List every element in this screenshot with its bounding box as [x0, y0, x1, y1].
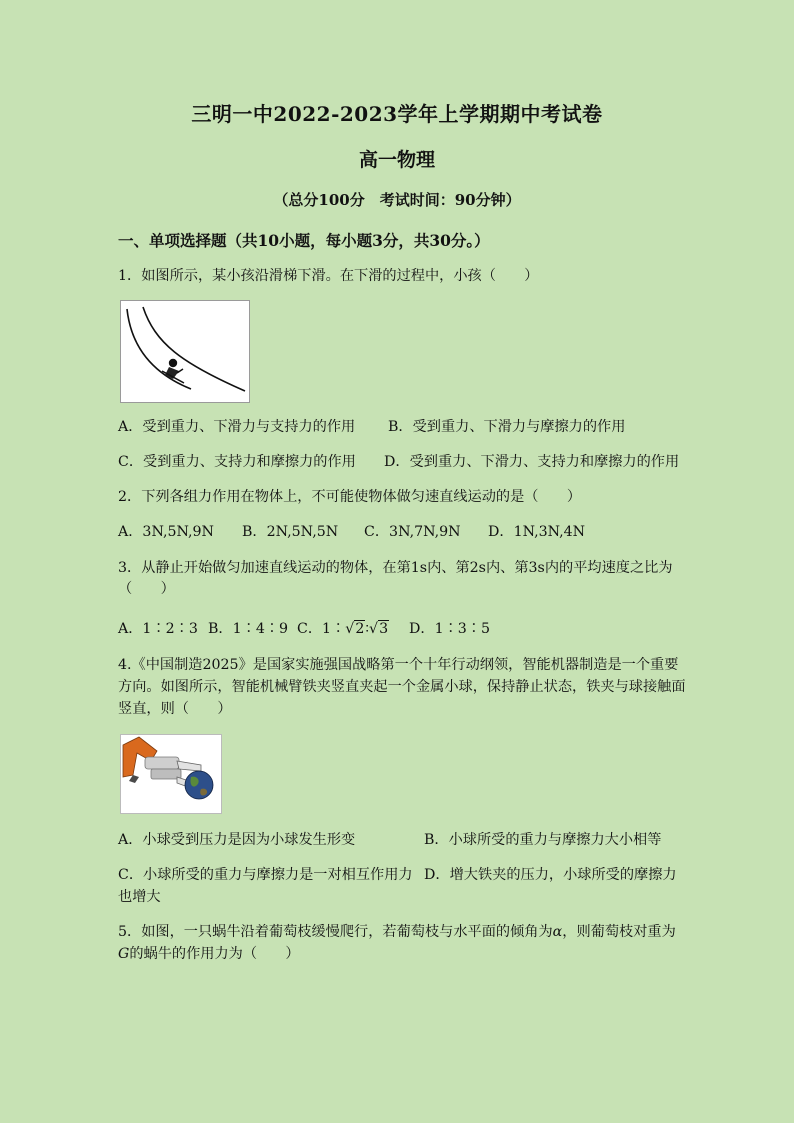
q2-option-b: B．2N,5N,5N [242, 524, 339, 540]
q4-option-d-line2: 也增大 [118, 889, 161, 905]
q1-option-b: B．受到重力、下滑力与摩擦力的作用 [388, 419, 626, 435]
q3-option-b: B．1∶4∶9 [208, 621, 289, 637]
q5-stem-line1-part1: 5．如图，一只蜗牛沿着葡萄枝缓慢爬行，若葡萄枝与水平面的倾角为 [118, 924, 553, 940]
q3-option-c [297, 618, 389, 640]
q5-stem-line2 [118, 943, 300, 965]
q3-option-c-radicand-1: 2 [355, 621, 365, 637]
q3-stem-line2: （ ） [118, 581, 175, 597]
q3-option-a: A．1∶2∶3 [118, 621, 198, 637]
robot-arm-figure [120, 734, 222, 814]
q1-option-c: C．受到重力、支持力和摩擦力的作用 [118, 454, 356, 470]
sqrt-symbol: √2 [345, 621, 365, 637]
exam-title: 三明一中2022-2023学年上学期期中考试卷 [191, 102, 603, 126]
sqrt-symbol: √3 [369, 621, 389, 637]
q3-option-c-prefix: C．1∶ [297, 621, 346, 637]
exam-meta: （总分100分 考试时间：90分钟） [273, 191, 521, 209]
robot-arm-illustration [121, 735, 221, 813]
q3-option-c-radicand-2: 3 [379, 621, 389, 637]
q4-option-a: A．小球受到压力是因为小球发生形变 [118, 832, 356, 848]
alpha-symbol: α [552, 924, 563, 940]
q4-option-b: B．小球所受的重力与摩擦力大小相等 [424, 832, 662, 848]
q3-option-c-sep: ∶ [365, 621, 370, 637]
q1-option-a: A．受到重力、下滑力与支持力的作用 [118, 419, 356, 435]
q2-option-a: A．3N,5N,9N [118, 524, 214, 540]
q2-option-c: C．3N,7N,9N [364, 524, 461, 540]
subject-title: 高一物理 [358, 149, 435, 171]
q5-stem-line2-text: 的蜗牛的作用力为（ ） [129, 946, 300, 962]
q2-option-d: D．1N,3N,4N [488, 524, 586, 540]
q1-stem: 1．如图所示，某小孩沿滑梯下滑。在下滑的过程中，小孩（ ） [118, 268, 539, 284]
q4-option-c: C．小球所受的重力与摩擦力是一对相互作用力 [118, 867, 413, 883]
q4-stem-line3: 竖直，则（ ） [118, 701, 232, 717]
slide-illustration [121, 301, 249, 402]
q4-stem-line2: 方向。如图所示，智能机械臂铁夹竖直夹起一个金属小球，保持静止状态，铁夹与球接触面 [118, 679, 686, 695]
q5-stem-line1 [118, 921, 676, 943]
weight-symbol: G [118, 946, 130, 962]
q2-stem: 2．下列各组力作用在物体上，不可能使物体做匀速直线运动的是（ ） [118, 489, 582, 505]
q5-stem-line1-part2: ，则葡萄枝对重为 [562, 924, 676, 940]
slide-figure [120, 300, 250, 403]
section-heading: 一、单项选择题（共10小题，每小题3分，共30分。） [118, 231, 490, 250]
q4-stem-line1: 4.《中国制造2025》是国家实施强国战略第一个十年行动纲领，智能机器制造是一个重要 [118, 657, 679, 673]
q1-option-d: D．受到重力、下滑力、支持力和摩擦力的作用 [384, 454, 680, 470]
q4-option-d-line1: D．增大铁夹的压力，小球所受的摩擦力 [424, 867, 677, 883]
q3-option-d: D．1∶3∶5 [409, 621, 491, 637]
q3-stem-line1: 3．从静止开始做匀加速直线运动的物体，在第1s内、第2s内、第3s内的平均速度之比为 [118, 560, 673, 576]
